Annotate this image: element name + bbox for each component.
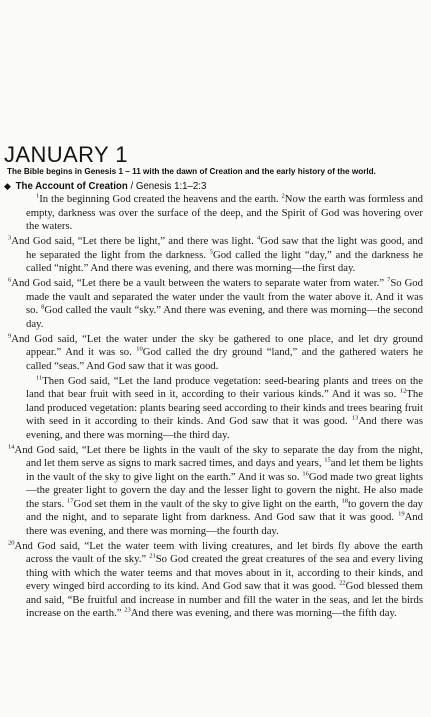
- verse-number: 23: [124, 606, 131, 614]
- verse-paragraph: [4, 193, 423, 234]
- verse-text: The land produced vegetation: plants bearing seed according to their kinds and trees bearing fruit with seed in it according to their kinds. And God saw that it was good.: [26, 388, 423, 427]
- verse-number: 1: [36, 192, 40, 200]
- verse-number: 6: [8, 276, 12, 284]
- verse-number: 15: [324, 456, 331, 464]
- verse-text: God made two great lights—the greater light to govern the day and the lesser light to govern the night. He also made the stars.: [26, 470, 423, 510]
- verse-text: And God said, “Let there be light,” and there was light.: [11, 235, 258, 247]
- verse-text: and let them be lights in the vault of the sky to give light on the earth.” And it was so.: [26, 457, 423, 483]
- verse-text: And there was evening, and there was morning—the third day.: [26, 415, 423, 441]
- verse-text: God set them in the vault of the sky to give light on the earth,: [73, 497, 342, 510]
- verse-paragraph: [4, 375, 423, 443]
- verse-number: 17: [67, 496, 74, 504]
- scripture-text: [4, 193, 423, 622]
- scripture-reference: / Genesis 1:1–2:3: [130, 181, 207, 192]
- verse-text: And God said, “Let there be a vault between the waters to separate water from water.”: [11, 277, 388, 289]
- verse-paragraph: [4, 333, 423, 374]
- verse-text: God blessed them and said, “Be fruitful and increase in number and fill the water in the seas, and let the birds increase on the earth.”: [26, 580, 423, 619]
- verse-number: 5: [209, 247, 213, 255]
- verse-number: 7: [387, 276, 391, 284]
- verse-number: 13: [351, 414, 359, 422]
- verse-number: 10: [136, 345, 143, 353]
- verse-number: 18: [341, 496, 348, 504]
- verse-number: 16: [302, 469, 309, 477]
- verse-number: 20: [8, 538, 15, 546]
- verse-number: 12: [399, 387, 407, 395]
- verse-number: 14: [8, 442, 15, 450]
- verse-number: 21: [149, 552, 156, 560]
- verse-text: And God said, “Let there be lights in the vault of the sky to separate the day from the night, and let them serve as signs to mark sacred times, and days and years,: [14, 443, 423, 469]
- verse-text: God saw that the light was good, and he separated the light from the darkness.: [26, 235, 423, 261]
- verse-paragraph: [4, 444, 423, 539]
- verse-number: 11: [36, 373, 43, 381]
- verse-number: 3: [8, 234, 12, 242]
- verse-text: Now the earth was formless and empty, darkness was over the surface of the deep, and the Spirit of God was hovering over the waters.: [26, 193, 423, 232]
- verse-number: 4: [257, 234, 261, 242]
- verse-text: God called the dry ground “land,” and the gathered waters he called “seas.” And God saw that it was good.: [26, 346, 423, 372]
- verse-text: In the beginning God created the heavens and the earth.: [39, 193, 282, 205]
- verse-text: And God said, “Let the water under the sky be gathered to one place, and let dry ground appear.” And it was so.: [11, 332, 423, 358]
- verse-text: So God created the great creatures of the sea and every living thing with which the water teems and that moves about in it, according to their kinds, and every winged bird according to its kind. And God saw that it was good.: [26, 553, 423, 592]
- verse-text: And there was evening, and there was morning—the fifth day.: [130, 607, 397, 619]
- verse-paragraph: [4, 235, 423, 276]
- verse-number: 22: [339, 579, 346, 587]
- verse-text: God called the vault “sky.” And there was evening, and there was morning—the second day.: [26, 304, 423, 330]
- verse-text: to govern the day and the night, and to separate light from darkness. And God saw that it was good.: [26, 497, 423, 523]
- verse-text: So God made the vault and separated the water under the vault from the water above it. And it was so.: [26, 277, 423, 316]
- verse-text: Then God said, “Let the land produce vegetation: seed-bearing plants and trees on the land that bear fruit with seed in it, according to their various kinds.” And it was so.: [26, 374, 423, 400]
- verse-number: 2: [281, 192, 285, 200]
- verse-text: God called the light “day,” and the darkness he called “night.” And there was evening, and there was morning—the first day.: [26, 248, 423, 274]
- verse-text: And there was evening, and there was morning—the fourth day.: [26, 511, 423, 537]
- verse-text: And God said, “Let the water teem with living creatures, and let birds fly above the earth across the vault of the sky.”: [14, 539, 423, 565]
- page-title: JANUARY 1: [4, 142, 128, 167]
- section-heading: [4, 181, 206, 192]
- verse-paragraph: [4, 277, 423, 331]
- verse-paragraph: [4, 540, 423, 621]
- intro-text: The Bible begins in Genesis 1 – 11 with the dawn of Creation and the early history of the world.: [7, 167, 376, 176]
- verse-number: 8: [41, 303, 45, 311]
- verse-number: 9: [8, 331, 12, 339]
- diamond-icon: ◆: [4, 181, 11, 191]
- section-title: The Account of Creation: [15, 181, 128, 192]
- verse-number: 19: [398, 510, 405, 518]
